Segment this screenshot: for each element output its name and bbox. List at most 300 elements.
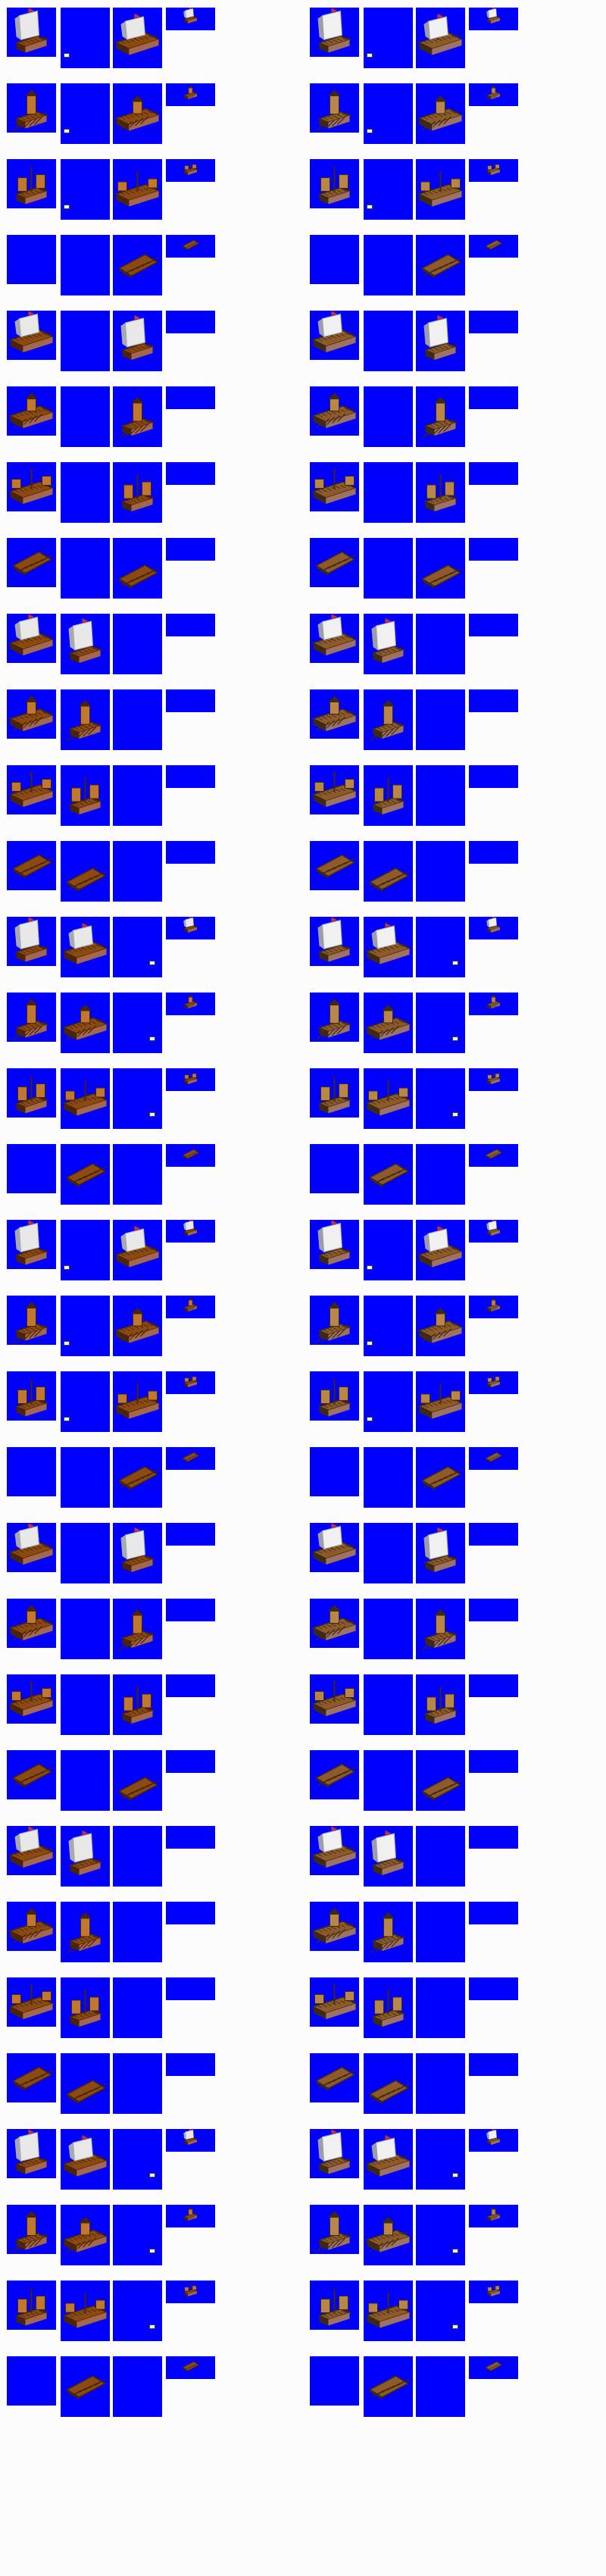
cog-large-graphic [7, 1977, 56, 2027]
warship-tall-graphic [61, 614, 110, 674]
cog-front-graphic [310, 1371, 359, 1421]
galley-front-graphic [310, 2205, 359, 2254]
sprite-row [303, 1296, 530, 1356]
mark-sprite [364, 1296, 413, 1356]
raft-side-sprite [7, 841, 56, 890]
mark-sprite [416, 2281, 465, 2341]
empty-tile [61, 1523, 110, 1583]
empty-tile [310, 1447, 359, 1496]
warship-side-graphic [310, 1523, 359, 1572]
empty-tile [7, 235, 56, 284]
sprite-row [303, 1523, 530, 1583]
sprite-row [303, 841, 530, 902]
empty-tile [166, 538, 215, 561]
cog-tall-graphic [416, 1674, 465, 1735]
cog-small-graphic [166, 159, 215, 182]
raft-diag-graphic [364, 841, 413, 902]
galley-tall-sprite [113, 1599, 162, 1659]
empty-tile [61, 462, 110, 523]
mark-sprite [364, 1371, 413, 1432]
warship-tall-sprite [364, 1826, 413, 1887]
galley-small-sprite [166, 83, 215, 106]
sprite-row [303, 1068, 530, 1129]
cog-tall-graphic [416, 462, 465, 523]
marker-icon [452, 2249, 458, 2253]
warship-large-graphic [7, 614, 56, 663]
empty-tile [113, 1902, 162, 1962]
cog-side-graphic [7, 462, 56, 511]
galley-small-graphic [469, 2205, 518, 2227]
galley-tall-sprite [416, 1599, 465, 1659]
raft-side-sprite [7, 1750, 56, 1799]
galley-side-sprite [310, 1599, 359, 1648]
cog-large-graphic [310, 1977, 359, 2027]
warship-front-sprite [310, 1220, 359, 1269]
sprite-row [0, 8, 227, 68]
sprite-row [303, 8, 530, 68]
cog-small-sprite [469, 159, 518, 182]
sprite-row [0, 1296, 227, 1356]
cog-front-graphic [7, 1371, 56, 1421]
sprite-row [303, 159, 530, 220]
cog-front-sprite [7, 1068, 56, 1118]
galley-tall-graphic [113, 386, 162, 447]
raft-diag-graphic [113, 538, 162, 599]
warship-large-graphic [7, 1826, 56, 1875]
galley-tall-graphic [416, 1599, 465, 1659]
empty-tile [469, 689, 518, 712]
cog-large-graphic [61, 1068, 110, 1129]
galley-front-sprite [7, 993, 56, 1042]
raft-diag-sprite [113, 1750, 162, 1811]
empty-tile [416, 1144, 465, 1205]
cog-large-graphic [61, 2281, 110, 2341]
raft-side-sprite [310, 1750, 359, 1799]
sprite-row [303, 2053, 530, 2114]
marker-icon [64, 205, 70, 209]
empty-tile [469, 462, 518, 485]
cog-tall-sprite [113, 462, 162, 523]
galley-tall-sprite [61, 1902, 110, 1962]
empty-tile [166, 614, 215, 636]
raft-small-sprite [469, 2356, 518, 2379]
galley-front-graphic [7, 2205, 56, 2254]
warship-tall-graphic [364, 614, 413, 674]
warship-large-sprite [61, 2129, 110, 2190]
galley-small-sprite [469, 83, 518, 106]
galley-front-graphic [310, 83, 359, 133]
empty-tile [61, 1447, 110, 1508]
cog-front-sprite [7, 159, 56, 208]
warship-tall-graphic [416, 311, 465, 371]
empty-tile [166, 1674, 215, 1697]
mark-sprite [61, 159, 110, 220]
cog-large-graphic [416, 1371, 465, 1432]
galley-side-sprite [7, 386, 56, 436]
galley-tall-sprite [416, 386, 465, 447]
cog-large-sprite [416, 159, 465, 220]
marker-icon [367, 53, 373, 58]
galley-front-graphic [7, 993, 56, 1042]
raft-small-graphic [469, 1144, 518, 1167]
raft-sprite [364, 1144, 413, 1205]
cog-side-graphic [310, 1674, 359, 1724]
marker-icon [452, 1112, 458, 1117]
galley-small-sprite [469, 1296, 518, 1318]
marker-icon [64, 1265, 70, 1270]
warship-large-sprite [61, 917, 110, 977]
empty-tile [416, 614, 465, 674]
empty-tile [310, 235, 359, 284]
galley-tall-graphic [61, 689, 110, 750]
warship-large-sprite [416, 1220, 465, 1280]
sprite-row [0, 1068, 227, 1129]
warship-tall-sprite [113, 1523, 162, 1583]
galley-front-sprite [310, 993, 359, 1042]
galley-large-sprite [113, 83, 162, 144]
marker-icon [149, 2173, 155, 2177]
cog-large-sprite [61, 1068, 110, 1129]
galley-small-graphic [166, 2205, 215, 2227]
cog-small-sprite [166, 159, 215, 182]
sprite-row [303, 1977, 530, 2038]
empty-tile [166, 1826, 215, 1849]
sprite-row [0, 159, 227, 220]
cog-tall-sprite [364, 765, 413, 826]
mark-sprite [61, 8, 110, 68]
raft-diag-sprite [416, 538, 465, 599]
galley-large-sprite [7, 1902, 56, 1951]
raft-graphic [416, 1447, 465, 1508]
raft-side-sprite [7, 538, 56, 587]
marker-icon [149, 2249, 155, 2253]
cog-front-sprite [310, 159, 359, 208]
empty-tile [166, 311, 215, 333]
galley-large-sprite [310, 689, 359, 739]
cog-front-sprite [310, 2281, 359, 2330]
empty-tile [469, 2053, 518, 2076]
galley-front-graphic [7, 1296, 56, 1345]
empty-tile [416, 1977, 465, 2038]
galley-tall-graphic [364, 1902, 413, 1962]
galley-side-graphic [310, 386, 359, 436]
warship-large-graphic [416, 8, 465, 68]
warship-side-sprite [7, 311, 56, 360]
warship-tall-graphic [364, 1826, 413, 1887]
raft-sprite [113, 1447, 162, 1508]
raft-sprite [61, 1144, 110, 1205]
sprite-row [303, 1447, 530, 1508]
cog-front-sprite [310, 1068, 359, 1118]
cog-side-sprite [7, 1674, 56, 1724]
sprite-row [303, 2281, 530, 2341]
empty-tile [7, 1144, 56, 1193]
raft-side-graphic [310, 538, 359, 587]
warship-front-graphic [310, 1220, 359, 1269]
raft-diag-graphic [61, 2053, 110, 2114]
cog-large-sprite [7, 765, 56, 814]
marker-icon [367, 1417, 373, 1421]
sprite-row [303, 917, 530, 977]
warship-large-sprite [7, 1826, 56, 1875]
empty-tile [469, 1750, 518, 1773]
warship-front-graphic [310, 917, 359, 966]
empty-tile [113, 1977, 162, 2038]
galley-small-graphic [166, 83, 215, 106]
raft-graphic [113, 1447, 162, 1508]
mark-sprite [113, 1068, 162, 1129]
cog-tall-graphic [364, 765, 413, 826]
warship-small-graphic [166, 1220, 215, 1243]
cog-large-graphic [364, 2281, 413, 2341]
sprite-row [0, 1144, 227, 1205]
warship-large-graphic [310, 1826, 359, 1875]
sprite-row [303, 765, 530, 826]
cog-large-sprite [364, 1068, 413, 1129]
empty-tile [61, 386, 110, 447]
marker-icon [452, 961, 458, 965]
sprite-row [0, 1977, 227, 2038]
warship-small-graphic [469, 8, 518, 30]
sprite-row [303, 1750, 530, 1811]
galley-tall-graphic [364, 689, 413, 750]
raft-graphic [61, 2356, 110, 2417]
empty-tile [469, 1902, 518, 1924]
warship-front-graphic [7, 2129, 56, 2178]
marker-icon [64, 53, 70, 58]
empty-tile [469, 1826, 518, 1849]
marker-icon [367, 205, 373, 209]
empty-tile [364, 538, 413, 599]
warship-tall-sprite [113, 311, 162, 371]
sprite-row [0, 917, 227, 977]
cog-side-graphic [7, 1674, 56, 1724]
raft-small-sprite [166, 235, 215, 258]
warship-tall-sprite [61, 1826, 110, 1887]
empty-tile [416, 1826, 465, 1887]
mark-sprite [416, 2129, 465, 2190]
cog-tall-graphic [364, 1977, 413, 2038]
galley-large-sprite [364, 993, 413, 1053]
warship-front-graphic [310, 8, 359, 57]
empty-tile [364, 1523, 413, 1583]
warship-small-graphic [166, 917, 215, 939]
raft-side-graphic [310, 841, 359, 890]
raft-graphic [364, 2356, 413, 2417]
cog-small-sprite [469, 1068, 518, 1091]
galley-tall-sprite [61, 689, 110, 750]
cog-front-sprite [7, 1371, 56, 1421]
sprite-row [0, 765, 227, 826]
cog-large-sprite [7, 1977, 56, 2027]
empty-tile [61, 311, 110, 371]
galley-large-graphic [7, 1902, 56, 1951]
empty-tile [310, 1144, 359, 1193]
warship-tall-graphic [416, 1523, 465, 1583]
warship-front-graphic [7, 1220, 56, 1269]
galley-small-sprite [166, 993, 215, 1015]
sprite-row [303, 235, 530, 295]
galley-small-sprite [469, 993, 518, 1015]
cog-small-graphic [469, 1371, 518, 1394]
raft-diag-sprite [61, 2053, 110, 2114]
galley-small-sprite [469, 2205, 518, 2227]
galley-small-sprite [166, 2205, 215, 2227]
cog-front-graphic [7, 2281, 56, 2330]
raft-diag-graphic [416, 538, 465, 599]
marker-icon [367, 1265, 373, 1270]
mark-sprite [416, 917, 465, 977]
warship-large-sprite [310, 1826, 359, 1875]
mark-sprite [416, 993, 465, 1053]
warship-side-graphic [7, 311, 56, 360]
raft-side-sprite [7, 2053, 56, 2102]
sprite-row [0, 386, 227, 447]
raft-graphic [61, 1144, 110, 1205]
raft-side-graphic [7, 2053, 56, 2102]
empty-tile [113, 1144, 162, 1205]
galley-large-sprite [364, 2205, 413, 2265]
cog-small-sprite [469, 1371, 518, 1394]
marker-icon [452, 2173, 458, 2177]
galley-small-graphic [469, 1296, 518, 1318]
raft-small-graphic [469, 2356, 518, 2379]
mark-sprite [113, 993, 162, 1053]
warship-large-sprite [416, 8, 465, 68]
raft-graphic [113, 235, 162, 295]
raft-sprite [61, 2356, 110, 2417]
raft-small-graphic [469, 1447, 518, 1470]
marker-icon [64, 1341, 70, 1346]
raft-side-graphic [310, 1750, 359, 1799]
warship-large-graphic [113, 1220, 162, 1280]
galley-tall-graphic [416, 386, 465, 447]
galley-tall-graphic [113, 1599, 162, 1659]
warship-small-graphic [166, 8, 215, 30]
galley-large-graphic [310, 689, 359, 739]
cog-large-graphic [113, 159, 162, 220]
sprite-row [303, 1826, 530, 1887]
galley-large-sprite [61, 993, 110, 1053]
warship-front-sprite [7, 1220, 56, 1269]
empty-tile [469, 614, 518, 636]
galley-tall-sprite [364, 689, 413, 750]
empty-tile [469, 841, 518, 864]
sprite-row [303, 2129, 530, 2190]
cog-large-sprite [61, 2281, 110, 2341]
cog-tall-graphic [113, 1674, 162, 1735]
raft-diag-graphic [61, 841, 110, 902]
cog-large-sprite [310, 765, 359, 814]
sprite-row [303, 1902, 530, 1962]
cog-large-sprite [113, 1371, 162, 1432]
raft-diag-graphic [364, 2053, 413, 2114]
mark-sprite [113, 917, 162, 977]
galley-small-graphic [166, 1296, 215, 1318]
empty-tile [364, 1674, 413, 1735]
warship-small-sprite [166, 8, 215, 30]
sprite-row [0, 1750, 227, 1811]
warship-large-graphic [416, 1220, 465, 1280]
raft-sprite [416, 235, 465, 295]
warship-large-sprite [364, 2129, 413, 2190]
empty-tile [113, 2356, 162, 2417]
galley-large-sprite [61, 2205, 110, 2265]
raft-small-sprite [166, 1447, 215, 1470]
sprite-row [0, 1674, 227, 1735]
cog-tall-sprite [113, 1674, 162, 1735]
warship-tall-graphic [61, 1826, 110, 1887]
sprite-row [0, 2129, 227, 2190]
sprite-row [0, 1902, 227, 1962]
warship-large-graphic [364, 2129, 413, 2190]
empty-tile [166, 2053, 215, 2076]
galley-small-graphic [166, 993, 215, 1015]
warship-large-graphic [113, 8, 162, 68]
raft-side-sprite [310, 538, 359, 587]
warship-large-graphic [310, 614, 359, 663]
cog-front-graphic [310, 1068, 359, 1118]
empty-tile [469, 311, 518, 333]
cog-small-sprite [166, 1068, 215, 1091]
galley-side-graphic [7, 386, 56, 436]
empty-tile [113, 841, 162, 902]
warship-tall-sprite [364, 614, 413, 674]
cog-tall-sprite [61, 1977, 110, 2038]
galley-large-graphic [113, 1296, 162, 1356]
galley-tall-sprite [364, 1902, 413, 1962]
raft-small-sprite [469, 1144, 518, 1167]
galley-side-sprite [7, 1599, 56, 1648]
warship-small-sprite [469, 917, 518, 939]
cog-large-graphic [7, 765, 56, 814]
cog-small-graphic [469, 1068, 518, 1091]
cog-side-sprite [7, 462, 56, 511]
cog-tall-sprite [364, 1977, 413, 2038]
warship-side-sprite [7, 1523, 56, 1572]
empty-tile [7, 2356, 56, 2406]
galley-large-graphic [7, 689, 56, 739]
empty-tile [61, 235, 110, 295]
galley-small-graphic [469, 83, 518, 106]
warship-large-sprite [113, 8, 162, 68]
warship-front-graphic [7, 917, 56, 966]
empty-tile [364, 311, 413, 371]
raft-small-sprite [469, 1447, 518, 1470]
mark-sprite [61, 1220, 110, 1280]
galley-large-graphic [416, 83, 465, 144]
mark-sprite [61, 83, 110, 144]
cog-tall-graphic [61, 765, 110, 826]
raft-side-graphic [310, 2053, 359, 2102]
raft-graphic [364, 1144, 413, 1205]
mark-sprite [364, 8, 413, 68]
cog-large-graphic [310, 765, 359, 814]
marker-icon [149, 961, 155, 965]
sprite-row [303, 1371, 530, 1432]
empty-tile [61, 538, 110, 599]
sprite-row [303, 1144, 530, 1205]
warship-side-sprite [310, 1523, 359, 1572]
galley-front-sprite [310, 1296, 359, 1345]
cog-small-graphic [469, 159, 518, 182]
raft-sprite [416, 1447, 465, 1508]
cog-front-sprite [7, 2281, 56, 2330]
sprite-row [303, 311, 530, 371]
galley-front-sprite [7, 1296, 56, 1345]
marker-icon [452, 1036, 458, 1041]
marker-icon [367, 1341, 373, 1346]
